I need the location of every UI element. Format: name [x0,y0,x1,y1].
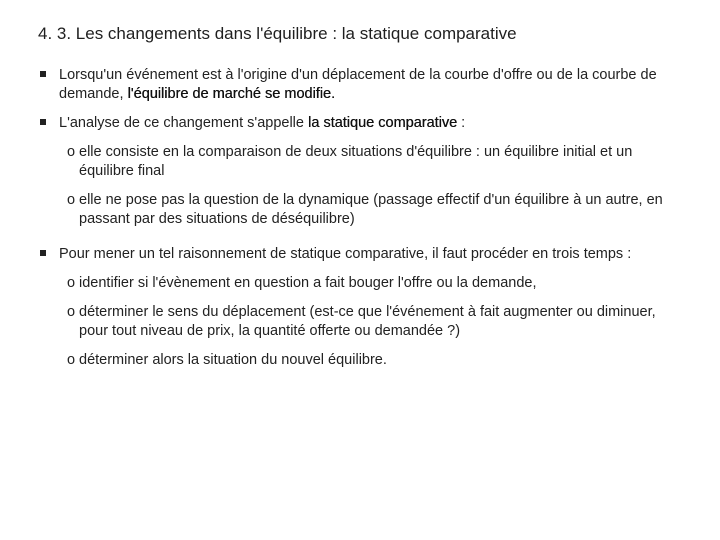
circle-bullet-icon: o [67,352,76,368]
square-bullet-icon [40,119,46,125]
sub-bullet-text: déterminer alors la situation du nouvel équilibre. [79,352,387,368]
circle-bullet-icon: o [67,144,76,160]
sub-bullet-3-1 [38,274,688,293]
circle-bullet-icon: o [67,304,76,320]
bullet-2-text: L'analyse de ce changement s'appelle [59,115,308,131]
circle-bullet-icon: o [67,192,76,208]
bullet-3 [38,245,688,264]
bullet-2-after: : [457,115,466,131]
sub-bullet-3-3 [38,351,688,370]
square-bullet-icon [40,71,46,77]
bullet-1-bold: l'équilibre de marché se modifie. [127,86,336,102]
sub-bullet-3-2 [38,303,688,341]
bullet-2 [38,114,688,133]
slide-content [38,66,688,380]
circle-bullet-icon: o [67,275,76,291]
sub-bullet-2-2 [38,191,688,229]
slide-title: 4. 3. Les changements dans l'équilibre : la statique comparative [38,24,517,43]
sub-bullet-text: déterminer le sens du déplacement (est-ce que l'événement à fait augmenter ou diminuer, pour tout niveau de prix, la quantité offerte ou demandée ?) [79,304,656,339]
square-bullet-icon [40,250,46,256]
bullet-2-bold: la statique comparative [308,115,458,131]
sub-bullet-text: elle ne pose pas la question de la dynamique (passage effectif d'un équilibre à un autre, en passant par des situations de déséquilibre) [79,192,663,227]
bullet-1-text: Lorsqu'un événement est à l'origine d'un déplacement de la courbe d'offre ou de la courbe de demande, [59,67,657,102]
sub-bullet-text: identifier si l'évènement en question a fait bouger l'offre ou la demande, [79,275,537,291]
sub-bullet-text: elle consiste en la comparaison de deux situations d'équilibre : un équilibre initial et un équilibre final [79,144,633,179]
bullet-1 [38,66,688,104]
bullet-3-text: Pour mener un tel raisonnement de statique comparative, il faut procéder en trois temps : [59,246,632,262]
sub-bullet-2-1 [38,143,688,181]
